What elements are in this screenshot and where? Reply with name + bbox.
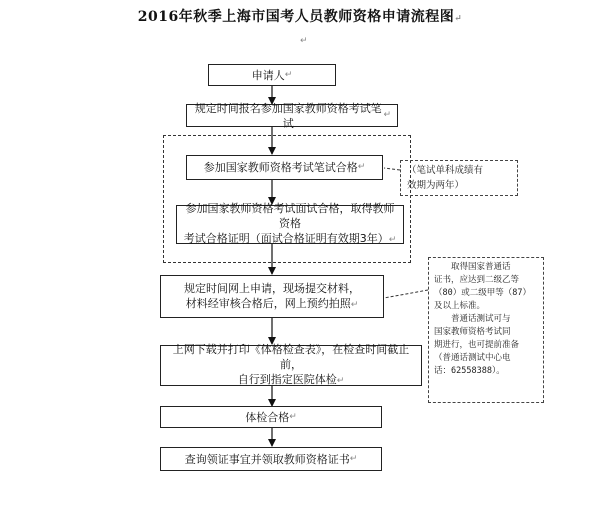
step-physical-exam-form: 上网下载并打印《体格检查表》，在检查时间截止前， 自行到指定医院体检↵ [160, 345, 422, 386]
title-return-mark: ↵ [454, 14, 463, 24]
callout-pointer-mandarin [384, 290, 428, 298]
step-applicant: 申请人 ↵ [208, 64, 336, 86]
step-register-written-exam: 规定时间报名参加国家教师资格考试笔试 ↵ [186, 104, 398, 127]
step-written-pass: 参加国家教师资格考试笔试合格 ↵ [186, 155, 383, 180]
step-physical-exam-pass: 体检合格 ↵ [160, 406, 382, 428]
step-receive-certificate: 查询领证事宜并领取教师资格证书 ↵ [160, 447, 382, 471]
note-written-validity: （笔试单科成绩有 效期为两年） [400, 160, 518, 196]
step-online-application: 规定时间网上申请，现场提交材料， 材料经审核合格后，网上预约拍照↵ [160, 275, 384, 318]
stray-return-mark: ↵ [300, 36, 308, 46]
title-text: 2016年秋季上海市国考人员教师资格申请流程图 [137, 9, 455, 25]
step-interview-pass: 参加国家教师资格考试面试合格，取得教师资格 考试合格证明（面试合格证明有效期3年）↵ [176, 205, 404, 244]
note-mandarin-requirement: 取得国家普通话 证书，应达到二级乙等 （80）或二级甲等（87） 及以上标准。 普通话测试可与 国家教师资格考试同 期进行，也可提前准备 （普通话测试中心电 话：62558388）。 [428, 257, 544, 403]
